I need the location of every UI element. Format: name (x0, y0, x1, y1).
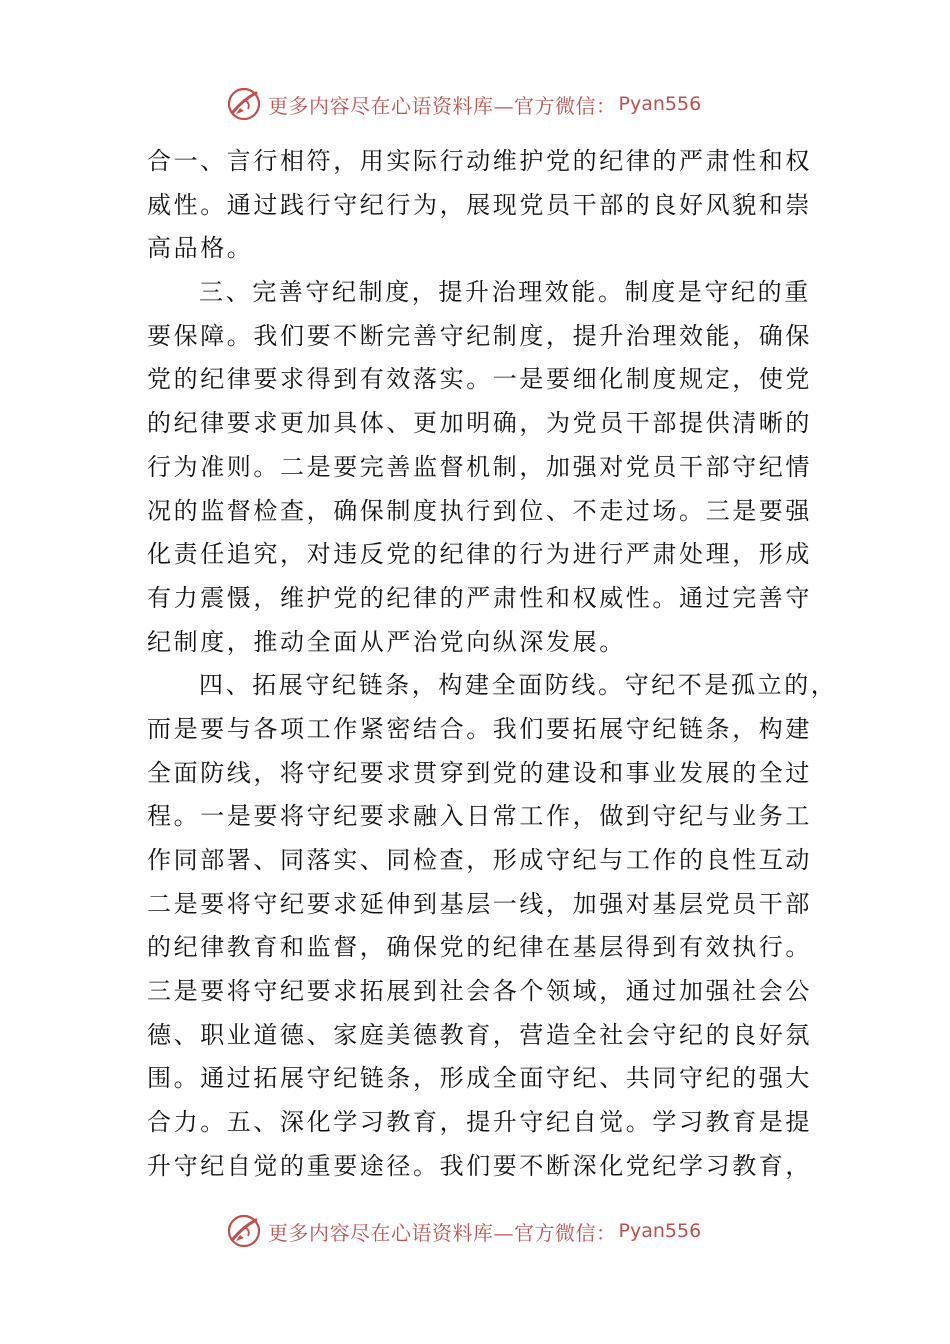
text-line: 的纪律教育和监督，确保党的纪律在基层得到有效执行。 (147, 933, 812, 962)
paragraph-start-line: 三、完善守纪制度，提升治理效能。制度是守纪的重 (199, 278, 811, 307)
text-line: 合力。五、深化学习教育，提升守纪自觉。学习教育是提 (147, 1108, 812, 1137)
text-line: 化责任追究，对违反党的纪律的行为进行严肃处理，形成 (147, 540, 812, 569)
header-wechat-id: Pyan556 (618, 93, 702, 115)
text-line: 三是要将守纪要求拓展到社会各个领域，通过加强社会公 (147, 977, 812, 1006)
text-line: 高品格。 (147, 234, 254, 263)
header-banner (226, 84, 746, 124)
document-body (147, 140, 838, 1189)
text-line: 纪制度，推动全面从严治党向纵深发展。 (147, 627, 626, 656)
text-line: 行为准则。二是要完善监督机制，加强对党员干部守纪情 (147, 452, 812, 481)
text-line: 党的纪律要求得到有效落实。一是要细化制度规定，使党 (147, 365, 812, 394)
text-line: 有力震慑，维护党的纪律的严肃性和权威性。通过完善守 (147, 583, 812, 612)
text-line: 围。通过拓展守纪链条，形成全面守纪、共同守纪的强大 (147, 1064, 812, 1093)
text-line: 二是要将守纪要求延伸到基层一线，加强对基层党员干部 (147, 889, 812, 918)
footer-banner-text: 更多内容尽在心语资料库—官方微信： (268, 1220, 617, 1245)
text-line: 况的监督检查，确保制度执行到位、不走过场。三是要强 (147, 496, 812, 525)
text-line: 作同部署、同落实、同检查，形成守纪与工作的良性互动 (147, 846, 812, 874)
paragraph-start-line: 四、拓展守纪链条，构建全面防线。守纪不是孤立的， (199, 671, 838, 700)
text-line: 威性。通过践行守纪行为，展现党员干部的良好风貌和崇 (147, 190, 812, 219)
text-line: 合一、言行相符，用实际行动维护党的纪律的严肃性和权 (147, 147, 812, 175)
footer-wechat-id: Pyan556 (618, 1220, 702, 1242)
text-line: 而是要与各项工作紧密结合。我们要拓展守纪链条，构建 (147, 714, 812, 743)
pen-logo-icon (226, 1213, 262, 1249)
text-line: 升守纪自觉的重要途径。我们要不断深化党纪学习教育， (147, 1151, 812, 1180)
text-line: 德、职业道德、家庭美德教育，营造全社会守纪的良好氛 (147, 1020, 812, 1049)
pen-logo-icon (226, 86, 262, 122)
text-line: 程。一是要将守纪要求融入日常工作，做到守纪与业务工 (147, 802, 812, 831)
text-line: 的纪律要求更加具体、更加明确，为党员干部提供清晰的 (147, 409, 812, 438)
header-banner-text: 更多内容尽在心语资料库—官方微信： (268, 93, 617, 118)
text-line: 要保障。我们要不断完善守纪制度，提升治理效能，确保 (147, 321, 812, 350)
text-line: 全面防线，将守纪要求贯穿到党的建设和事业发展的全过 (147, 758, 812, 787)
footer-banner (226, 1211, 746, 1251)
